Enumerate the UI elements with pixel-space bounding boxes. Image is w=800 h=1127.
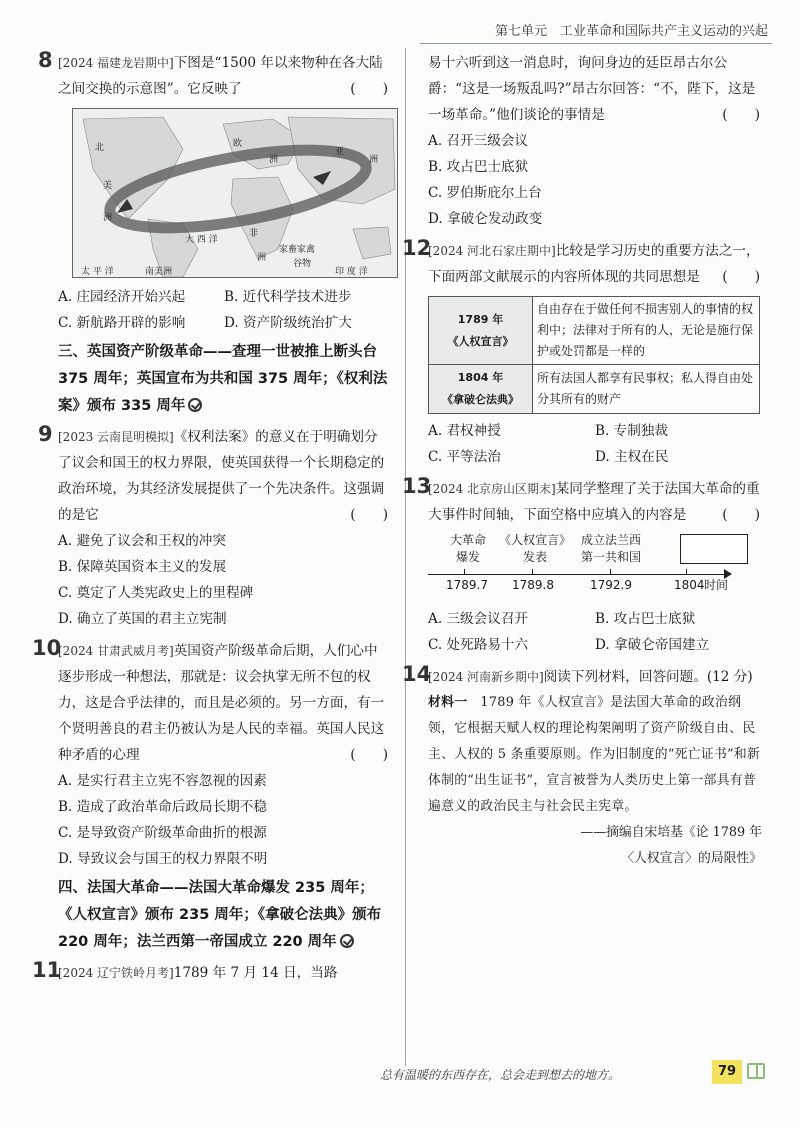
options-list	[428, 128, 762, 232]
citation-line: 〈人权宣言〉的局限性》	[621, 851, 762, 866]
question-source: [2024 辽宁铁岭月考]	[58, 966, 174, 980]
timeline-date: 1789.7	[446, 578, 488, 592]
option-d[interactable]: D. 确立了英国的君主立宪制	[58, 611, 227, 627]
timeline-tick	[610, 569, 611, 575]
option-d[interactable]: D. 拿破仑帝国建立	[595, 637, 710, 653]
option-d[interactable]: D. 主权在民	[595, 449, 669, 465]
check-icon	[188, 398, 202, 412]
question-14	[402, 662, 762, 872]
option-b[interactable]: B. 攻占巴士底狱	[595, 611, 696, 627]
map-label: 非	[249, 229, 259, 239]
timeline-tick	[464, 569, 465, 575]
option-c[interactable]: C. 平等法治	[428, 449, 501, 465]
map-label: 欧	[233, 139, 243, 149]
options-list	[58, 768, 390, 872]
map-label: 谷物	[293, 259, 312, 269]
doc-year: 1789 年	[457, 312, 504, 326]
timeline-event: 成立法兰西 第一共和国	[580, 533, 641, 564]
option-a[interactable]: A. 是实行君主立宪不容忽视的因素	[58, 773, 267, 789]
timeline-event: 大革命 爆发	[449, 533, 486, 564]
option-c[interactable]: C. 新航路开辟的影响	[58, 315, 186, 331]
question-source: [2024 北京房山区期末]	[428, 482, 556, 496]
page-header	[420, 18, 772, 44]
material-text: 1789 年《人权宣言》是法国大革命的政治纲领，它根据天赋人权的理论构架阐明了资产阶级自由、民主、人权的 5 条重要原则。作为旧制度的“死亡证书”和新体制的“出生证书”，宣言被誉为人类历史上第一部具有普遍意义的政治民主与社会民主宪章。	[428, 695, 761, 814]
map-label: 大 西 洋	[185, 235, 218, 245]
option-c[interactable]: C. 处死路易十六	[428, 637, 529, 653]
timeline-tick	[686, 569, 687, 575]
map-label: 南美洲	[145, 267, 173, 277]
question-source: [2024 河南新乡期中]	[428, 670, 544, 684]
option-b[interactable]: B. 造成了政治革命后政局长期不稳	[58, 799, 267, 815]
option-d[interactable]: D. 导致议会与国王的权力界限不明	[58, 851, 268, 867]
question-text: 阅读下列材料，回答问题。(12 分)	[543, 669, 753, 685]
answer-paren: ( )	[350, 747, 388, 763]
map-label: 洲	[257, 253, 267, 263]
question-number: 13	[402, 474, 432, 498]
table-row	[429, 365, 760, 414]
unit-title: 第七单元 工业革命和国际共产主义运动的兴起	[494, 24, 768, 39]
blank-answer-box[interactable]	[680, 534, 748, 564]
option-c[interactable]: C. 罗伯斯庇尔上台	[428, 185, 542, 201]
timeline-axis	[428, 574, 728, 575]
option-a[interactable]: A. 避免了议会和王权的冲突	[58, 533, 226, 549]
answer-paren: ( )	[722, 269, 760, 285]
question-11-continued	[428, 50, 762, 232]
answer-paren: ( )	[722, 507, 760, 523]
section-heading-4	[58, 875, 390, 956]
right-column	[402, 50, 762, 872]
answer-paren: ( )	[350, 507, 388, 523]
map-label: 印 度 洋	[335, 267, 368, 277]
table-cell: 自由存在于做任何不损害别人的事情的权利中；法律对于所有的人，无论是施行保护或处罚都是一样的	[533, 297, 760, 365]
map-label: 美	[103, 181, 113, 191]
question-text: 易十六听到这一消息时，询问身边的廷臣昂古尔公爵：“这是一场叛乱吗?”昂古尔回答：“不，陛下，这是一场革命。”他们谈论的事情是	[428, 55, 756, 123]
page-number: 79	[712, 1060, 742, 1084]
table-cell: 所有法国人都享有民事权；私人得自由处分其所有的财产	[533, 365, 760, 414]
options-list	[58, 284, 390, 336]
table-header-cell	[429, 365, 533, 414]
species-exchange-map	[72, 108, 398, 278]
option-a[interactable]: A. 君权神授	[428, 423, 501, 439]
map-label: 洲	[103, 213, 113, 223]
column-divider	[405, 48, 406, 1066]
question-source: [2024 甘肃武威月考]	[58, 644, 174, 658]
document-comparison-table	[428, 296, 760, 414]
map-label: 北	[95, 143, 105, 153]
question-11	[32, 958, 390, 986]
question-text: 比较是学习历史的重要方法之一，下面两部文献展示的内容所体现的共同思想是	[428, 243, 760, 285]
map-label: 洲	[269, 155, 279, 165]
timeline-date: 1789.8	[512, 578, 554, 592]
table-header-cell	[429, 297, 533, 365]
option-a[interactable]: A. 庄园经济开始兴起	[58, 289, 186, 305]
section-text: 四、法国大革命——法国大革命爆发 235 周年；《人权宣言》颁布 235 周年；《拿破仑法典》颁布 220 周年；法兰西第一帝国成立 220 周年	[58, 880, 382, 950]
timeline-axis-label: 时间	[704, 578, 729, 592]
question-8	[38, 48, 390, 336]
question-12	[402, 236, 762, 470]
option-b[interactable]: B. 攻占巴士底狱	[428, 159, 529, 175]
option-d[interactable]: D. 拿破仑发动政变	[428, 211, 543, 227]
map-label: 家畜家禽	[279, 245, 316, 255]
doc-title: 《拿破仑法典》	[442, 393, 519, 406]
left-column	[32, 48, 390, 986]
question-number: 9	[38, 422, 53, 446]
check-icon	[340, 934, 354, 948]
options-list	[58, 528, 390, 632]
question-number: 11	[32, 958, 62, 982]
question-text: 某同学整理了关于法国大革命的重大事件时间轴，下面空格中应填入的内容是	[428, 481, 760, 523]
question-9	[38, 422, 390, 632]
map-label: 亚	[335, 147, 345, 157]
answer-paren: ( )	[350, 81, 388, 97]
option-b[interactable]: B. 保障英国资本主义的发展	[58, 559, 227, 575]
timeline-date: 1792.9	[590, 578, 632, 592]
footer-motto: 总有温暖的东西存在，总会走到想去的地方。	[380, 1068, 621, 1082]
doc-title: 《人权宣言》	[447, 334, 514, 348]
question-source: [2024 福建龙岩期中]	[58, 56, 174, 70]
timeline-date: 1804	[674, 578, 705, 592]
question-source: [2023 云南昆明模拟]	[58, 430, 174, 444]
map-label: 洲	[369, 155, 379, 165]
question-text: 1789 年 7 月 14 日，当路	[173, 965, 338, 981]
map-label: 太 平 洋	[81, 267, 114, 277]
question-number: 8	[38, 48, 53, 72]
material-passage	[428, 690, 762, 820]
question-13	[402, 474, 762, 658]
option-a[interactable]: A. 召开三级会议	[428, 133, 529, 149]
table-row	[429, 297, 760, 365]
option-b[interactable]: B. 近代科学技术进步	[224, 289, 352, 305]
question-number: 14	[402, 662, 432, 686]
option-c[interactable]: C. 奠定了人类宪政史上的里程碑	[58, 585, 254, 601]
question-text: 《权利法案》的意义在于明确划分了议会和国王的权力界限，使英国获得一个长期稳定的政治环境，为其经济发展提供了一个先决条件。这强调的是它	[58, 429, 385, 523]
question-10	[32, 636, 390, 872]
doc-year: 1804 年	[457, 371, 504, 384]
options-list	[428, 606, 762, 658]
section-heading-3	[58, 339, 390, 420]
question-number: 10	[32, 636, 62, 660]
option-d[interactable]: D. 资产阶级统治扩大	[224, 315, 352, 331]
material-label: 材料一	[428, 695, 468, 710]
question-source: [2024 河北石家庄期中]	[428, 244, 556, 258]
revolution-timeline	[428, 532, 762, 600]
options-list	[428, 418, 762, 470]
question-text: 下图是“1500 年以来物种在各大陆之间交换的示意图”。它反映了	[58, 55, 383, 97]
option-b[interactable]: B. 专制独裁	[595, 423, 669, 439]
section-text: 三、英国资产阶级革命——查理一世被推上断头台 375 周年；英国宣布为共和国 375 周年；《权利法案》颁布 335 周年	[58, 344, 388, 414]
citation-line: ——摘编自宋培基《论 1789 年	[580, 825, 762, 840]
option-c[interactable]: C. 是导致资产阶级革命曲折的根源	[58, 825, 267, 841]
answer-paren: ( )	[722, 107, 760, 123]
timeline-event: 《人权宣言》 发表	[498, 533, 571, 564]
book-icon	[747, 1063, 765, 1079]
timeline-tick	[532, 569, 533, 575]
question-number: 12	[402, 236, 432, 260]
option-a[interactable]: A. 三级会议召开	[428, 611, 529, 627]
question-text: 英国资产阶级革命后期，人们心中逐步形成一种想法，那就是：议会执掌无所不包的权力，这是合乎法律的，而且是必须的。另一方面，有一个贤明善良的君主仍被认为是人民的幸福。英国人民这种矛盾的心理	[58, 643, 385, 763]
